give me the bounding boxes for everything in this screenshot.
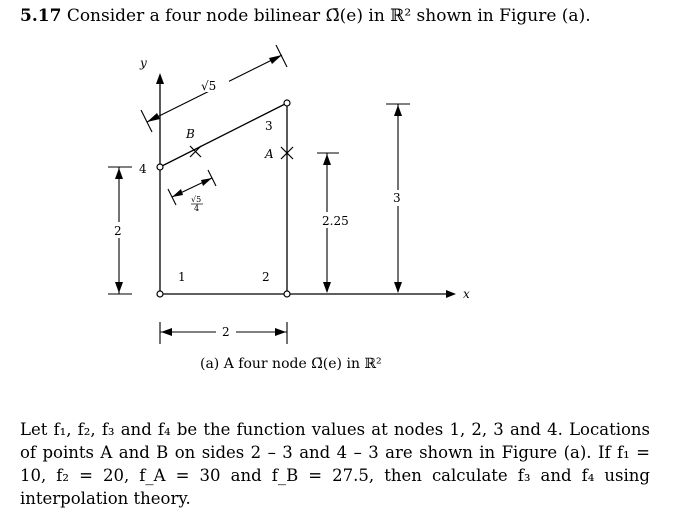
node-2-marker	[284, 291, 290, 297]
dim-sqrt5-label: √5	[201, 79, 217, 93]
dim-225-arrow-top	[323, 154, 331, 165]
dim-sqrt5-tick-right	[276, 45, 287, 67]
axis-y-label: y	[140, 56, 147, 70]
x-axis-arrow	[446, 290, 456, 298]
dim-sqrt5-4-arrow-right	[201, 178, 212, 186]
axis-x-label: x	[463, 287, 470, 301]
dim-sqrt5-arrow-left	[147, 113, 160, 122]
problem-statement: Consider a four node bilinear Ω̄(e) in ℝ² shown in Figure (a).	[66, 6, 591, 26]
dim-2-bottom-arrow-left	[161, 328, 172, 336]
dim-2-bottom-arrow-right	[275, 328, 286, 336]
point-b-label: B	[186, 127, 195, 141]
node-4-marker	[157, 164, 163, 170]
node-3-marker	[284, 100, 290, 106]
node-4-label: 4	[139, 162, 147, 176]
y-axis-arrow	[156, 73, 164, 84]
problem-body: Let f₁, f₂, f₃ and f₄ be the function values at nodes 1, 2, 3 and 4. Locations of points A and B on sides 2 – 3 and 4 – 3 are shown in Figure (a). If f₁ = 10, f₂ = 20, f_A = 30 and f_B = 27.5, then calculate f₃ and f₄ using interpolation theory.	[20, 420, 650, 508]
dim-2-left-arrow-bottom	[115, 282, 123, 293]
node-1-label: 1	[178, 270, 186, 284]
dim-3-label: 3	[393, 191, 401, 205]
dim-sqrt5-4-numerator: √5	[191, 195, 202, 204]
dim-3-arrow-top	[394, 105, 402, 116]
dim-sqrt5-4-arrow-left	[172, 189, 183, 197]
figure-caption: (a) A four node Ω̄(e) in ℝ²	[200, 356, 382, 372]
node-1-marker	[157, 291, 163, 297]
dim-225-label: 2.25	[322, 214, 349, 228]
dim-2-bottom-label: 2	[222, 325, 230, 339]
dim-2-left-arrow-top	[115, 168, 123, 179]
node-3-label: 3	[265, 119, 273, 133]
problem-number: 5.17	[20, 6, 62, 26]
dim-225-arrow-bottom	[323, 282, 331, 293]
dim-2-left-label: 2	[114, 224, 122, 238]
dim-sqrt5-4-tick-right	[208, 170, 216, 186]
node-2-label: 2	[262, 270, 270, 284]
dim-sqrt5-4-tick-left	[168, 189, 176, 205]
dim-3-arrow-bottom	[394, 282, 402, 293]
dim-sqrt5-4-denominator: 4	[194, 204, 200, 213]
dim-sqrt5-arrow-right	[269, 55, 282, 64]
point-a-label: A	[265, 147, 274, 161]
